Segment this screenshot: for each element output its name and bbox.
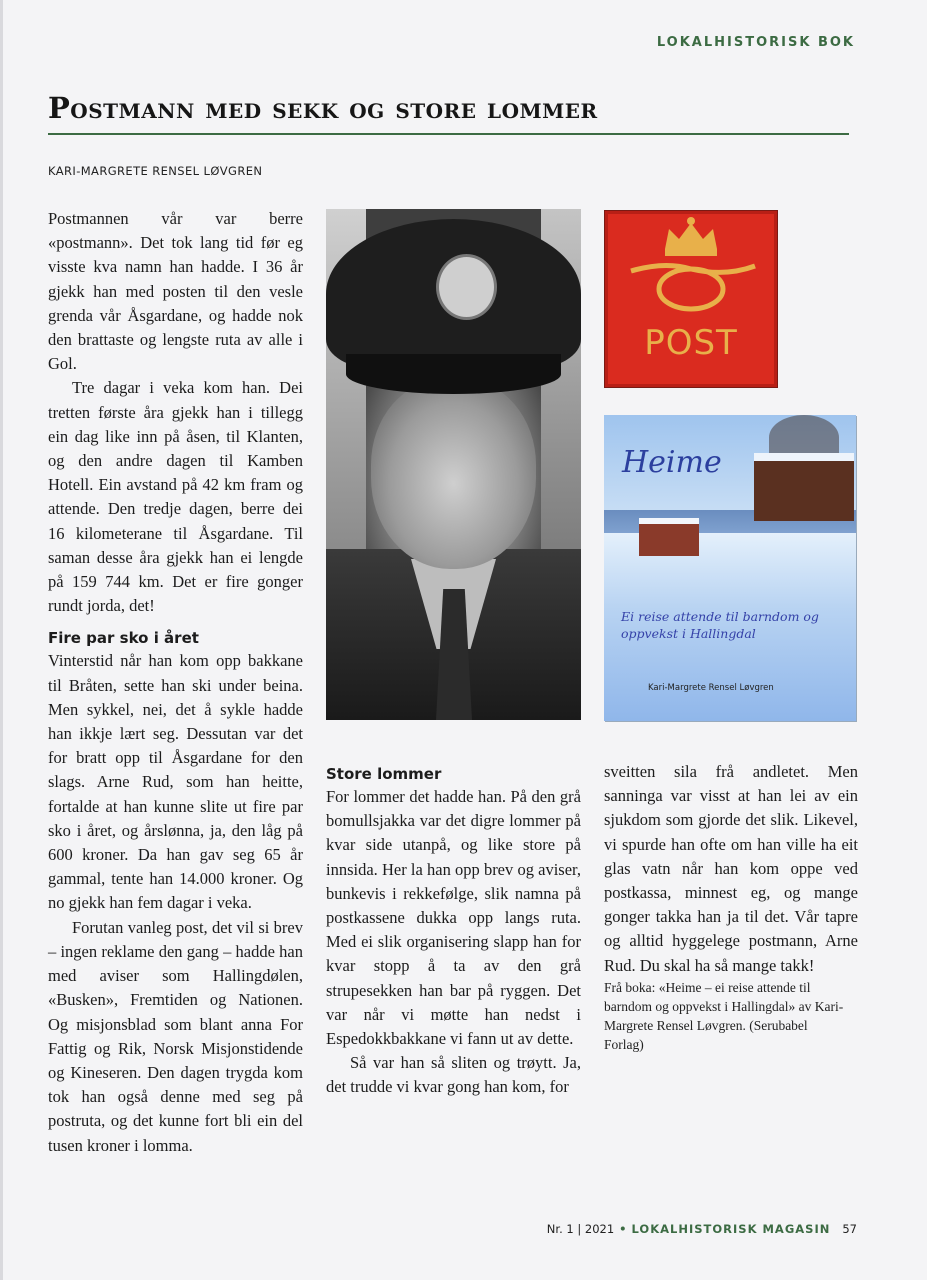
paragraph: Postmannen vår var berre «postmann». Det tok lang tid før eg visste kva namn han hadde. I 36 år gjekk han med posten til den vesle grenda vår Åsgardane, og hadde nok den brattaste og lengste ruta av alle i Gol. bbox=[48, 209, 303, 374]
text-column-1 bbox=[48, 207, 303, 1158]
paragraph: Forutan vanleg post, det vil si brev – ingen reklame den gang – hadde han med aviser som Hallingdølen, «Busken», Fremtiden og Nationen. Og misjonsblad som blant anna For Fattig og Rik, Norsk Misjonstidende og Kineseren. Den dagen trygda kom tok han også denne med seg på postruta, og det kunne fort bli ein del tusen kroner i lomma. bbox=[48, 917, 303, 1155]
cap-badge-icon bbox=[436, 254, 497, 320]
issue-number: Nr. 1 | 2021 bbox=[546, 1222, 615, 1236]
post-sign-image bbox=[604, 210, 778, 388]
page-number: 57 bbox=[842, 1222, 857, 1236]
paragraph: Tre dagar i veka kom han. Dei tretten første åra gjekk han i tillegg ein dag like inn på åsen, til Klanten, og den andre dagen til Kamben Hotell. Ein avstand på 42 km fram og attende. Den tredje dagen, berre dei 16 kilometerane til Åsgardane. Til saman desse åra gjekk han ei lengde på 159 744 km. Det er fire gonger rundt jorda, det! bbox=[48, 378, 303, 616]
book-cover-image bbox=[604, 415, 856, 721]
byline: KARI-MARGRETE RENSEL LØVGREN bbox=[48, 164, 263, 178]
section-tag: LOKALHISTORISK BOK bbox=[656, 35, 855, 50]
paragraph: Så var han så sliten og trøytt. Ja, det trudde vi kvar gong han kom, for bbox=[326, 1053, 581, 1097]
paragraph: For lommer det hadde han. På den grå bomullsjakka var det digre lommer på kvar side utanpå, og like store på innsida. Her la han opp brev og aviser, bunkevis i rekkefølge, slik namna på postkassene dukka opp langs ruta. Med ei slik organisering slapp han for kvar stopp å ta av den grå strupesekken han bar på ryggen. Det var når vi møtte han nedst i Espedokkbakkane vi fann ut av dette. bbox=[326, 787, 581, 1049]
postman-photo bbox=[326, 209, 581, 720]
post-sign-text: POST bbox=[644, 323, 738, 363]
paragraph: sveitten sila frå andletet. Men sanninga var visst at han lei av ein sjukdom som gjorde det slik. Likevel, vi spurde han ofte om han ville ha eit glas vatn når han kom oppe ved postkassa, minnest eg, og mange gonger takka han ja til det. Vår tapre og alltid hyggelege postmann, Arne Rud. Du skal ha så mange takk! bbox=[604, 762, 858, 975]
title-rule bbox=[48, 133, 849, 135]
subheading: Store lommer bbox=[326, 765, 442, 783]
text-column-2 bbox=[326, 754, 581, 1100]
page-footer: Nr. 1 | 2021 • LOKALHISTORISK MAGASIN 57 bbox=[546, 1222, 857, 1236]
book-author: Kari-Margrete Rensel Løvgren bbox=[648, 683, 774, 693]
article-title: Postmann med sekk og store lommer bbox=[48, 91, 598, 125]
text-column-3 bbox=[604, 760, 858, 978]
image-caption: Frå boka: «Heime – ei reise attende til barndom og oppvekst i Hallingdal» av Kari-Margrete Rensel Løvgren. (Serubabel Forlag) bbox=[604, 980, 844, 1052]
book-title: Heime bbox=[622, 445, 722, 480]
subheading: Fire par sko i året bbox=[48, 629, 199, 648]
page-edge bbox=[0, 0, 3, 1280]
magazine-name: LOKALHISTORISK MAGASIN bbox=[631, 1222, 831, 1236]
book-subtitle: Ei reise attende til barndom og oppvekst i Hallingdal bbox=[621, 609, 819, 641]
paragraph: Vinterstid når han kom opp bakkane til Bråten, sette han ski under beina. Men sykkel, nei, det å sykle hadde han ikkje lært seg. Dessutan var det for bratt opp til Åsgardane for den slags. Arne Rud, som han heitte, fortalde at han kunne slite ut fire par sko i året, og årslønna, ja, den låg på 600 kroner. Da han gav seg 65 år gammal, tente han 14.000 kroner. Og no gjekk han fem dagar i veka. bbox=[48, 651, 303, 913]
